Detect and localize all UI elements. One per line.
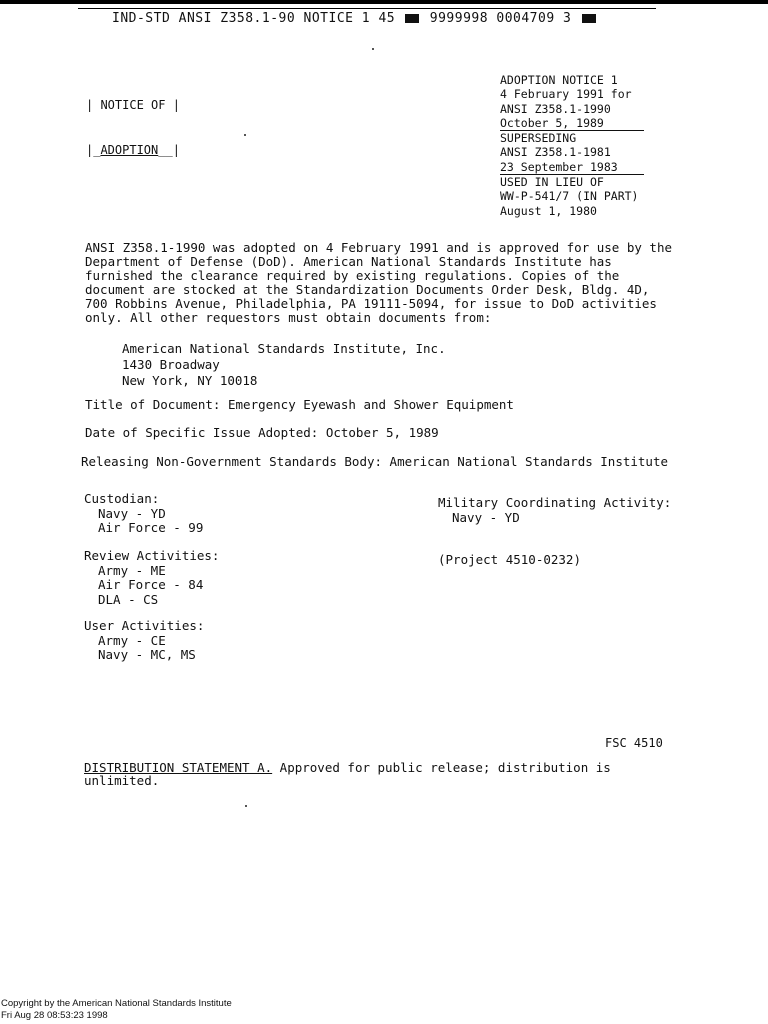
distribution-label: DISTRIBUTION STATEMENT A. [84, 760, 273, 775]
ansi-address [122, 341, 446, 389]
custodian-item: Air Force - 99 [98, 520, 204, 535]
footer-copyright: Copyright by the American National Standards Institute [1, 998, 232, 1009]
header-standard-id: IND-STD ANSI Z358.1-90 NOTICE 1 45 [112, 11, 396, 26]
user-item: Army - CE [98, 632, 166, 648]
distribution-text-cont: unlimited. [84, 773, 160, 788]
custodian-label: Custodian: [84, 491, 160, 506]
body-paragraph [85, 241, 685, 325]
adoption-line: WW-P-541/7 (IN PART) [500, 189, 639, 204]
custodian-item: Navy - YD [98, 505, 166, 521]
adoption-line: SUPERSEDING [500, 131, 577, 146]
review-label: Review Activities: [84, 548, 220, 563]
paragraph-line: 700 Robbins Avenue, Philadelphia, PA 19111-5094, for issue to DoD activities [85, 296, 657, 311]
speck [244, 134, 246, 136]
issue-date-line: Date of Specific Issue Adopted: October 5, 1989 [85, 425, 439, 440]
user-item: Navy - MC, MS [98, 647, 196, 662]
adoption-line: ADOPTION NOTICE 1 [500, 73, 618, 87]
paragraph-line: document are stocked at the Standardization Documents Order Desk, Bldg. 4D, [85, 282, 650, 297]
footer [1, 998, 232, 1022]
military-label: Military Coordinating Activity: [438, 495, 672, 510]
adoption-line: August 1, 1980 [500, 203, 597, 218]
paragraph-line: ANSI Z358.1-1990 was adopted on 4 February 1991 and is approved for use by the [85, 240, 672, 255]
paragraph-line: furnished the clearance required by existing regulations. Copies of the [85, 268, 620, 283]
project-number: (Project 4510-0232) [438, 552, 581, 567]
adoption-line: October 5, 1989 [500, 116, 644, 131]
releasing-body-line: Releasing Non-Government Standards Body: American National Standards Institute [81, 454, 668, 469]
top-rule [0, 0, 768, 4]
review-item: Army - ME [98, 562, 166, 578]
user-activities-section [84, 619, 204, 663]
paragraph-line: Department of Defense (DoD). American National Standards Institute has [85, 254, 612, 269]
paragraph-line: only. All other requestors must obtain documents from: [85, 310, 492, 325]
address-line: American National Standards Institute, Inc. [122, 341, 446, 356]
adoption-line: USED IN LIEU OF [500, 175, 604, 190]
review-activities-section [84, 549, 219, 607]
review-item: DLA - CS [98, 591, 159, 607]
header-rule [78, 8, 656, 9]
adoption-info [500, 73, 644, 218]
custodian-section [84, 492, 203, 536]
military-item: Navy - YD [452, 509, 520, 525]
redaction-block-icon [582, 14, 596, 23]
adoption-line: 4 February 1991 for [500, 87, 632, 102]
distribution-text: Approved for public release; distribution is [272, 760, 611, 775]
adoption-line: ANSI Z358.1-1990 [500, 101, 611, 116]
document-header [112, 11, 598, 26]
address-line: New York, NY 10018 [122, 373, 258, 388]
review-item: Air Force - 84 [98, 577, 204, 592]
speck [245, 805, 247, 807]
notice-box-line2: ADOPTION [100, 143, 159, 157]
address-line: 1430 Broadway [122, 357, 220, 372]
user-label: User Activities: [84, 618, 205, 633]
document-title-line: Title of Document: Emergency Eyewash and Shower Equipment [85, 397, 514, 412]
adoption-line: 23 September 1983 [500, 160, 644, 175]
redaction-block-icon [405, 14, 419, 23]
footer-timestamp: Fri Aug 28 08:53:23 1998 [1, 1010, 108, 1021]
notice-box-line1: NOTICE OF [100, 98, 166, 112]
fsc-code: FSC 4510 [605, 736, 663, 750]
header-code: 9999998 0004709 3 [429, 11, 572, 26]
adoption-line: ANSI Z358.1-1981 [500, 145, 611, 160]
speck [372, 48, 374, 50]
military-coordinating-section [438, 496, 671, 525]
notice-of-adoption-box: | NOTICE OF | |_ADOPTION__| [86, 98, 180, 157]
distribution-statement [84, 761, 611, 787]
